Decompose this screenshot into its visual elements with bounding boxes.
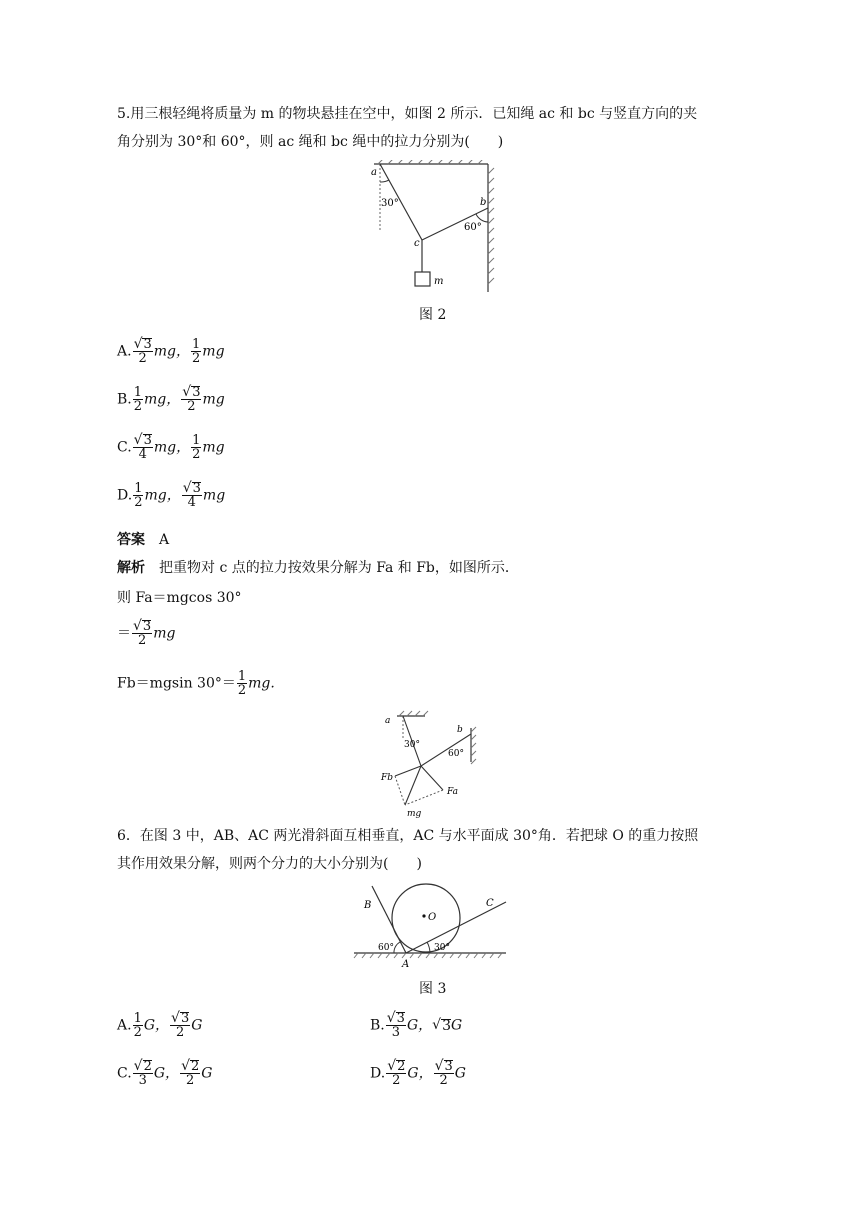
- q5-equation-2: ＝ √ 3 2 mg: [117, 618, 176, 648]
- numerator: 1: [237, 669, 247, 684]
- fd-label-fb: Fb: [381, 773, 394, 783]
- analysis-label: 解析: [117, 560, 145, 576]
- denominator: 2: [138, 351, 147, 366]
- q5-answer: [117, 526, 169, 554]
- fig2-label-a: a: [371, 167, 377, 178]
- equation-text: Fb＝mgsin 30°＝: [117, 675, 236, 692]
- q6-option-d: D. √ 2 2 G， √ 3 2 G: [370, 1058, 466, 1088]
- q5-option-a: A. √ 3 2 mg， $\frac{1}{2}$ mg: [117, 336, 225, 366]
- term: G，: [153, 1065, 180, 1082]
- numerator: 1: [192, 337, 201, 352]
- numerator: 3: [444, 1059, 453, 1074]
- radicand: 3: [442, 1018, 451, 1034]
- numerator: 3: [142, 619, 152, 634]
- denominator: 2: [186, 1073, 195, 1088]
- figure-2-diagram: [360, 160, 500, 300]
- numerator: 3: [180, 1011, 190, 1026]
- fig2-label-b: b: [480, 197, 487, 208]
- term: G: [454, 1065, 466, 1082]
- answer-label: 答案: [117, 532, 145, 548]
- fig2-angle-60: 60°: [464, 222, 482, 233]
- fig3-angle-60: 60°: [378, 943, 394, 953]
- q5-stem-line1: 5.用三根轻绳将质量为 m 的物块悬挂在空中，如图 2 所示．已知绳 ac 和 bc 与竖直方向的夹: [117, 106, 698, 122]
- term: mg: [202, 391, 225, 408]
- denominator: 2: [392, 1073, 401, 1088]
- q6-option-b: B. √ 3 3 G， √ 3 G: [370, 1010, 463, 1040]
- term: mg: [202, 439, 225, 456]
- term: mg: [153, 625, 176, 642]
- term: mg，: [144, 391, 181, 408]
- denominator: 2: [137, 633, 147, 648]
- fig2-label-m: m: [434, 276, 444, 287]
- term: mg，: [153, 439, 191, 456]
- denominator: 2: [175, 1025, 185, 1040]
- numerator: 1: [134, 481, 143, 496]
- fig3-angle-30: 30°: [434, 943, 450, 953]
- denominator: 2: [192, 351, 201, 366]
- q6-stem-line1: 6．在图 3 中，AB、AC 两光滑斜面互相垂直，AC 与水平面成 30°角．若把球 O 的重力按照: [117, 828, 699, 844]
- denominator: 2: [133, 1025, 142, 1040]
- q5-option-b: B. $\frac{1}{2}$ mg， √ 3 2 mg: [117, 384, 225, 414]
- q5-equation-1: 则 Fa＝mgcos 30°: [117, 590, 242, 606]
- denominator: 4: [138, 447, 147, 462]
- term: G: [450, 1017, 463, 1034]
- q6-option-a: A. $\frac{1}{2}$ G， √ 3 2 G: [117, 1010, 203, 1040]
- numerator: 1: [133, 385, 143, 400]
- answer-value: A: [159, 532, 170, 548]
- figure-3-caption: 图 3: [419, 981, 447, 997]
- option-letter: A.: [117, 343, 132, 360]
- figure-2-caption: 图 2: [419, 307, 447, 323]
- option-letter: B.: [117, 391, 132, 408]
- term: mg: [202, 487, 226, 504]
- force-decomposition-diagram: [375, 710, 485, 820]
- denominator: 2: [439, 1073, 448, 1088]
- q6-option-c: C. √ 2 3 G， √ 2 2 G: [117, 1058, 213, 1088]
- q5-option-c: C. √ 3 4 mg， $\frac{1}{2}$ mg: [117, 432, 225, 462]
- option-letter: C.: [117, 1065, 132, 1082]
- fig2-label-c: c: [414, 238, 420, 249]
- fd-label-fa: Fa: [447, 787, 458, 797]
- q6-stem-line2: 其作用效果分解，则两个分力的大小分别为( ): [117, 856, 422, 872]
- option-letter: D.: [370, 1065, 386, 1082]
- term: G，: [143, 1017, 170, 1034]
- term: G，: [406, 1017, 433, 1034]
- fd-angle-60: 60°: [448, 749, 464, 759]
- fig3-label-c: C: [486, 898, 494, 909]
- fig3-label-o: O: [428, 912, 437, 923]
- option-letter: C.: [117, 439, 132, 456]
- denominator: 3: [138, 1073, 147, 1088]
- q5-equation-3: [117, 670, 275, 697]
- denominator: 4: [187, 495, 196, 510]
- numerator: 3: [143, 337, 152, 352]
- numerator: 1: [192, 433, 201, 448]
- numerator: 2: [143, 1059, 152, 1074]
- q5-stem-line2: 角分别为 30°和 60°，则 ac 绳和 bc 绳中的拉力分别为( ): [117, 134, 504, 150]
- denominator: 2: [134, 495, 143, 510]
- numerator: 3: [143, 433, 152, 448]
- numerator: 2: [190, 1059, 200, 1074]
- fig2-angle-30: 30°: [381, 198, 399, 209]
- fig3-label-b: B: [364, 900, 372, 911]
- denominator: 2: [237, 683, 247, 698]
- denominator: 2: [192, 447, 201, 462]
- numerator: 1: [133, 1011, 142, 1026]
- term: G: [191, 1017, 203, 1034]
- denominator: 3: [391, 1025, 400, 1040]
- fd-angle-30: 30°: [404, 740, 420, 750]
- fig3-label-a: A: [402, 959, 410, 970]
- fd-label-a: a: [385, 716, 391, 726]
- denominator: 2: [133, 399, 143, 414]
- term: mg: [202, 343, 225, 360]
- q5-option-d: D. $\frac{1}{2}$ mg， √ 3 4 mg: [117, 480, 226, 510]
- option-letter: B.: [370, 1017, 385, 1034]
- fd-label-mg: mg: [407, 809, 422, 819]
- option-letter: A.: [117, 1017, 132, 1034]
- term: G: [201, 1065, 213, 1082]
- q5-analysis: [117, 554, 519, 582]
- option-letter: D.: [117, 487, 133, 504]
- numerator: 2: [397, 1059, 406, 1074]
- denominator: 2: [187, 399, 196, 414]
- term: G，: [407, 1065, 433, 1082]
- numerator: 3: [396, 1011, 405, 1026]
- term: mg，: [144, 487, 181, 504]
- term: mg，: [153, 343, 191, 360]
- figure-3-diagram: [350, 880, 510, 972]
- equals-sign: ＝: [117, 625, 131, 642]
- fd-label-b: b: [457, 725, 463, 735]
- numerator: 3: [192, 481, 201, 496]
- term: mg.: [248, 675, 275, 692]
- analysis-text: 把重物对 c 点的拉力按效果分解为 Fa 和 Fb，如图所示．: [159, 560, 519, 576]
- numerator: 3: [192, 385, 201, 400]
